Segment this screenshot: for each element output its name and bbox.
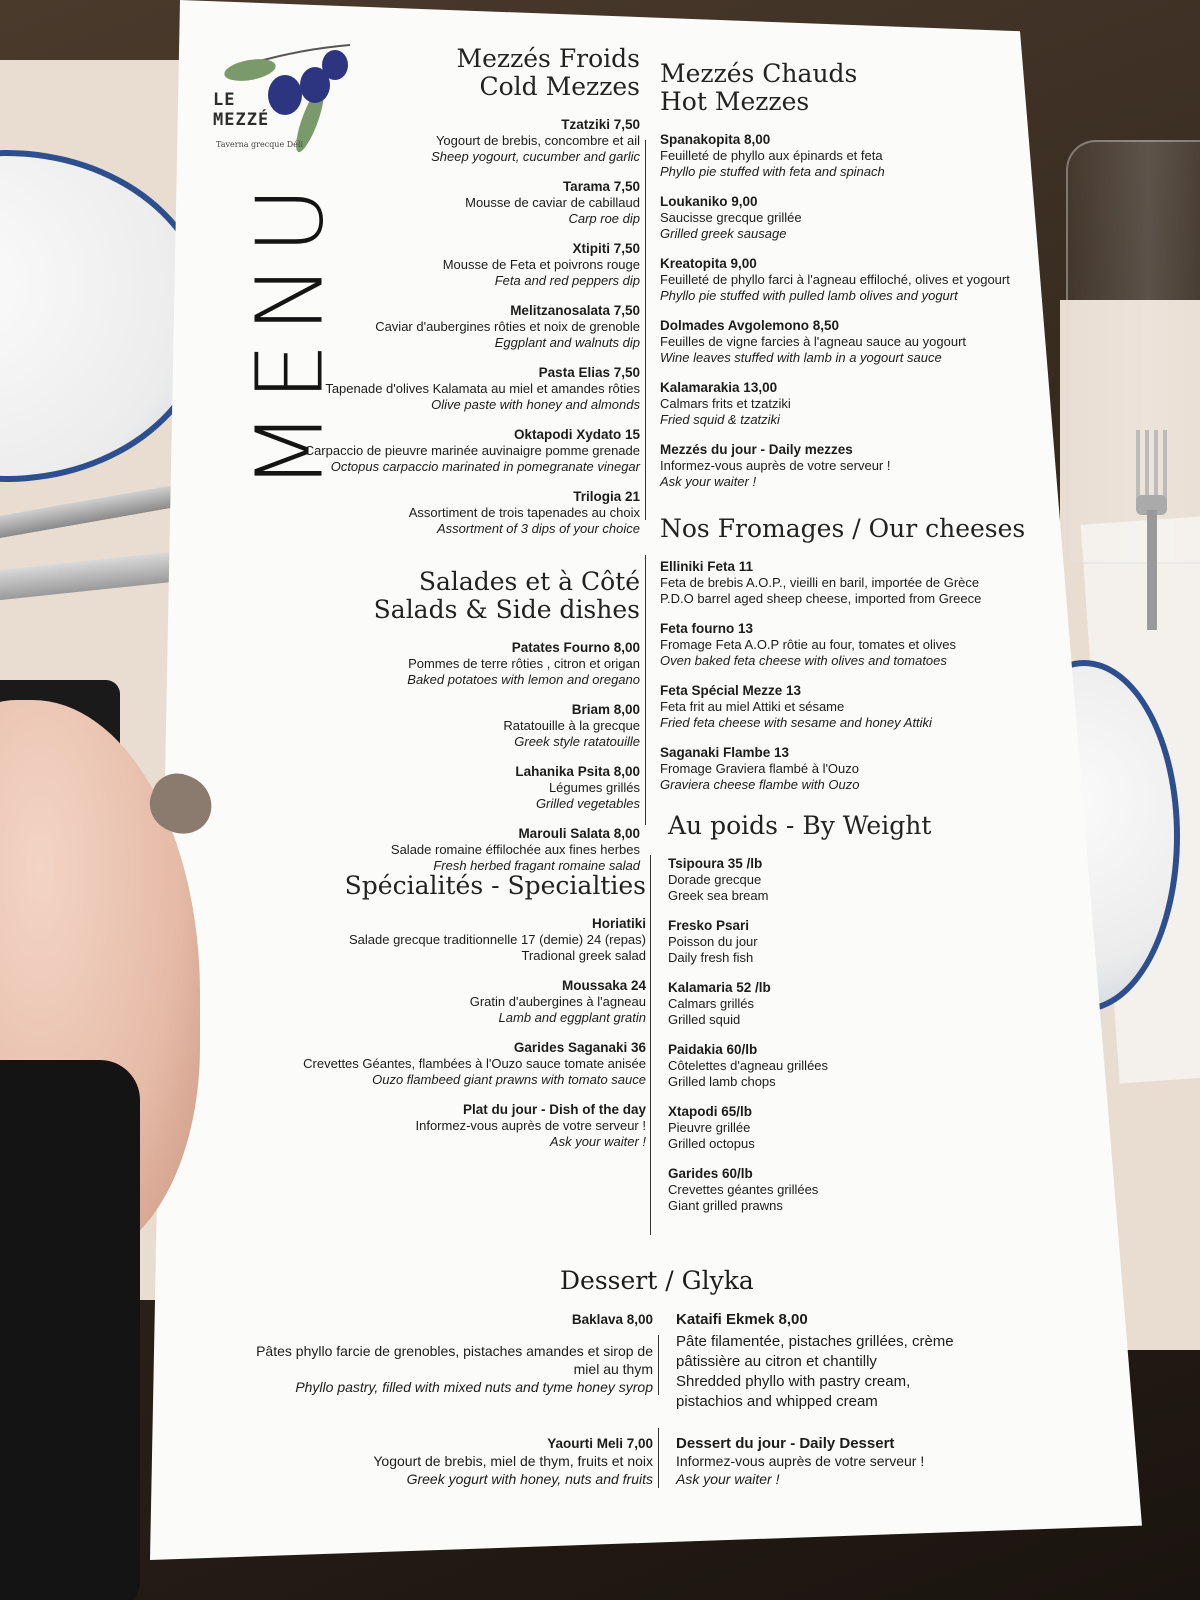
salads-heading-fr: Salades et à Côté	[418, 567, 640, 596]
menu-item: Trilogia 21 Assortiment de trois tapenades au choix Assortment of 3 dips of your choice	[408, 489, 640, 536]
menu-item: Horiatiki Salade grecque traditionnelle 17 (demie) 24 (repas) Tradional greek salad	[348, 916, 646, 963]
menu-title: MENU	[236, 176, 344, 491]
menu-item: Dolmades Avgolemono 8,50 Feuilles de vigne farcies à l'agneau sauce au yogourt Wine leaves stuffed with lamb in a yogourt sauce	[660, 318, 967, 365]
column-divider	[658, 1335, 659, 1395]
menu-item: Yaourti Meli 7,00 Yogourt de brebis, miel de thym, fruits et noix Greek yogurt with honey, nuts and fruits	[373, 1436, 653, 1487]
menu-item: Feta fourno 13 Fromage Feta A.O.P rôtie au four, tomates et olives Oven baked feta cheese with olives and tomatoes	[660, 621, 957, 668]
menu-item: Spanakopita 8,00 Feuilleté de phyllo aux épinards et feta Phyllo pie stuffed with feta and spinach	[660, 132, 885, 179]
salads-heading	[300, 568, 640, 624]
logo-line-2: MEZZÉ	[213, 110, 270, 130]
menu-item: Briam 8,00 Ratatouille à la grecque Greek style ratatouille	[503, 702, 640, 749]
hot-mezzes-section	[660, 60, 1040, 504]
menu-item: Garides Saganaki 36 Crevettes Géantes, flambées à l'Ouzo sauce tomate anisée Ouzo flambeed giant prawns with tomato sauce	[303, 1040, 646, 1087]
menu-item: Plat du jour - Dish of the day Informez-vous auprès de votre serveur ! Ask your waiter !	[415, 1102, 646, 1149]
menu-item: Loukaniko 9,00 Saucisse grecque grillée Grilled greek sausage	[660, 194, 802, 241]
menu-item: Xtapodi 65/lb Pieuvre grillée Grilled octopus	[668, 1104, 755, 1151]
menu-item: Marouli Salata 8,00 Salade romaine éffilochée aux fines herbes Fresh herbed fragant romaine salad	[390, 826, 640, 873]
sleeve	[0, 1060, 140, 1600]
menu-item: Kalamaria 52 /lb Calmars grillés Grilled squid	[668, 980, 771, 1027]
by-weight-heading: Au poids - By Weight	[668, 811, 932, 840]
menu-item: Baklava 8,00 Pâtes phyllo farcie de grenobles, pistaches amandes et sirop de miel au thym Phyllo pastry, filled with mixed nuts and tyme honey syrop	[256, 1312, 653, 1395]
menu-item: Pasta Elias 7,50 Tapenade d'olives Kalamata au miel et amandes rôties Olive paste with honey and almonds	[325, 365, 640, 412]
dessert-right-column	[676, 1312, 976, 1502]
hot-heading-en: Hot Mezzes	[660, 87, 810, 116]
menu-item: Xtipiti 7,50 Mousse de Feta et poivrons rouge Feta and red peppers dip	[442, 241, 640, 288]
by-weight-section	[668, 812, 998, 1228]
water-glass	[1066, 140, 1200, 564]
menu-item: Tsipoura 35 /lb Dorade grecque Greek sea bream	[668, 856, 769, 903]
specialties-section	[260, 872, 646, 1164]
menu-item: Tarama 7,50 Mousse de caviar de cabillaud Carp roe dip	[465, 179, 640, 226]
hot-heading-fr: Mezzés Chauds	[660, 59, 858, 88]
menu-item: Fresko Psari Poisson du jour Daily fresh fish	[668, 918, 758, 965]
column-divider	[650, 855, 651, 1235]
logo-name	[213, 90, 269, 130]
menu-item: Feta Spécial Mezze 13 Feta frit au miel Attiki et sésame Fried feta cheese with sesame and honey Attiki	[660, 683, 932, 730]
menu-item: Dessert du jour - Daily Dessert Informez-vous auprès de votre serveur ! Ask your waiter !	[676, 1435, 925, 1487]
menu-item: Kataifi Ekmek 8,00 Pâte filamentée, pistaches grillées, crème pâtissière au citron et chantilly Shredded phyllo with pastry cream, pistachios and whipped cream	[676, 1311, 954, 1410]
menu-item: Oktapodi Xydato 15 Carpaccio de pieuvre marinée auvinaigre pomme grenade Octopus carpaccio marinated in pomegranate vinegar	[304, 427, 640, 474]
column-divider	[658, 1428, 659, 1488]
cold-mezzes-heading	[280, 45, 640, 101]
cold-mezzes-section	[280, 45, 640, 551]
fork-right	[1134, 430, 1170, 630]
hot-mezzes-heading	[660, 60, 1040, 116]
menu-item: Lahanika Psita 8,00 Légumes grillés Grilled vegetables	[515, 764, 640, 811]
menu-item: Saganaki Flambe 13 Fromage Graviera flambé à l'Ouzo Graviera cheese flambe with Ouzo	[660, 745, 860, 792]
dessert-heading: Dessert / Glyka	[560, 1266, 754, 1295]
menu-item: Mezzés du jour - Daily mezzes Informez-vous auprès de votre serveur ! Ask your waiter !	[660, 442, 891, 489]
menu-item: Tzatziki 7,50 Yogourt de brebis, concombre et ail Sheep yogourt, cucumber and garlic	[431, 117, 640, 164]
menu-item: Kalamarakia 13,00 Calmars frits et tzatziki Fried squid & tzatziki	[660, 380, 791, 427]
column-divider	[645, 140, 646, 520]
cheeses-section	[660, 515, 1040, 807]
menu-item: Kreatopita 9,00 Feuilleté de phyllo farci à l'agneau effiloché, olives et yogourt Phyllo pie stuffed with pulled lamb olives and yogurt	[660, 256, 1010, 303]
menu-item: Garides 60/lb Crevettes géantes grillées Giant grilled prawns	[668, 1166, 819, 1213]
dessert-left-column	[228, 1312, 653, 1502]
salads-section	[300, 568, 640, 888]
logo-tagline: Taverna grecque Déli	[216, 140, 304, 149]
cold-heading-en: Cold Mezzes	[479, 72, 640, 101]
cold-heading-fr: Mezzés Froids	[456, 44, 640, 73]
logo-line-1: LE	[213, 90, 236, 110]
cheeses-heading: Nos Fromages / Our cheeses	[660, 514, 1026, 543]
menu-item: Paidakia 60/lb Côtelettes d'agneau grillées Grilled lamb chops	[668, 1042, 829, 1089]
salads-heading-en: Salads & Side dishes	[373, 595, 640, 624]
menu-item: Melitzanosalata 7,50 Caviar d'aubergines rôties et noix de grenoble Eggplant and walnuts dip	[375, 303, 640, 350]
specialties-heading: Spécialités - Specialties	[344, 871, 646, 900]
menu-item: Moussaka 24 Gratin d'aubergines à l'agneau Lamb and eggplant gratin	[469, 978, 646, 1025]
column-divider	[645, 555, 646, 825]
menu-item: Elliniki Feta 11 Feta de brebis A.O.P., vieilli en baril, importée de Grèce P.D.O barrel aged sheep cheese, imported from Greece	[660, 559, 982, 606]
menu-item: Patates Fourno 8,00 Pommes de terre rôties , citron et origan Baked potatoes with lemon and oregano	[407, 640, 640, 687]
